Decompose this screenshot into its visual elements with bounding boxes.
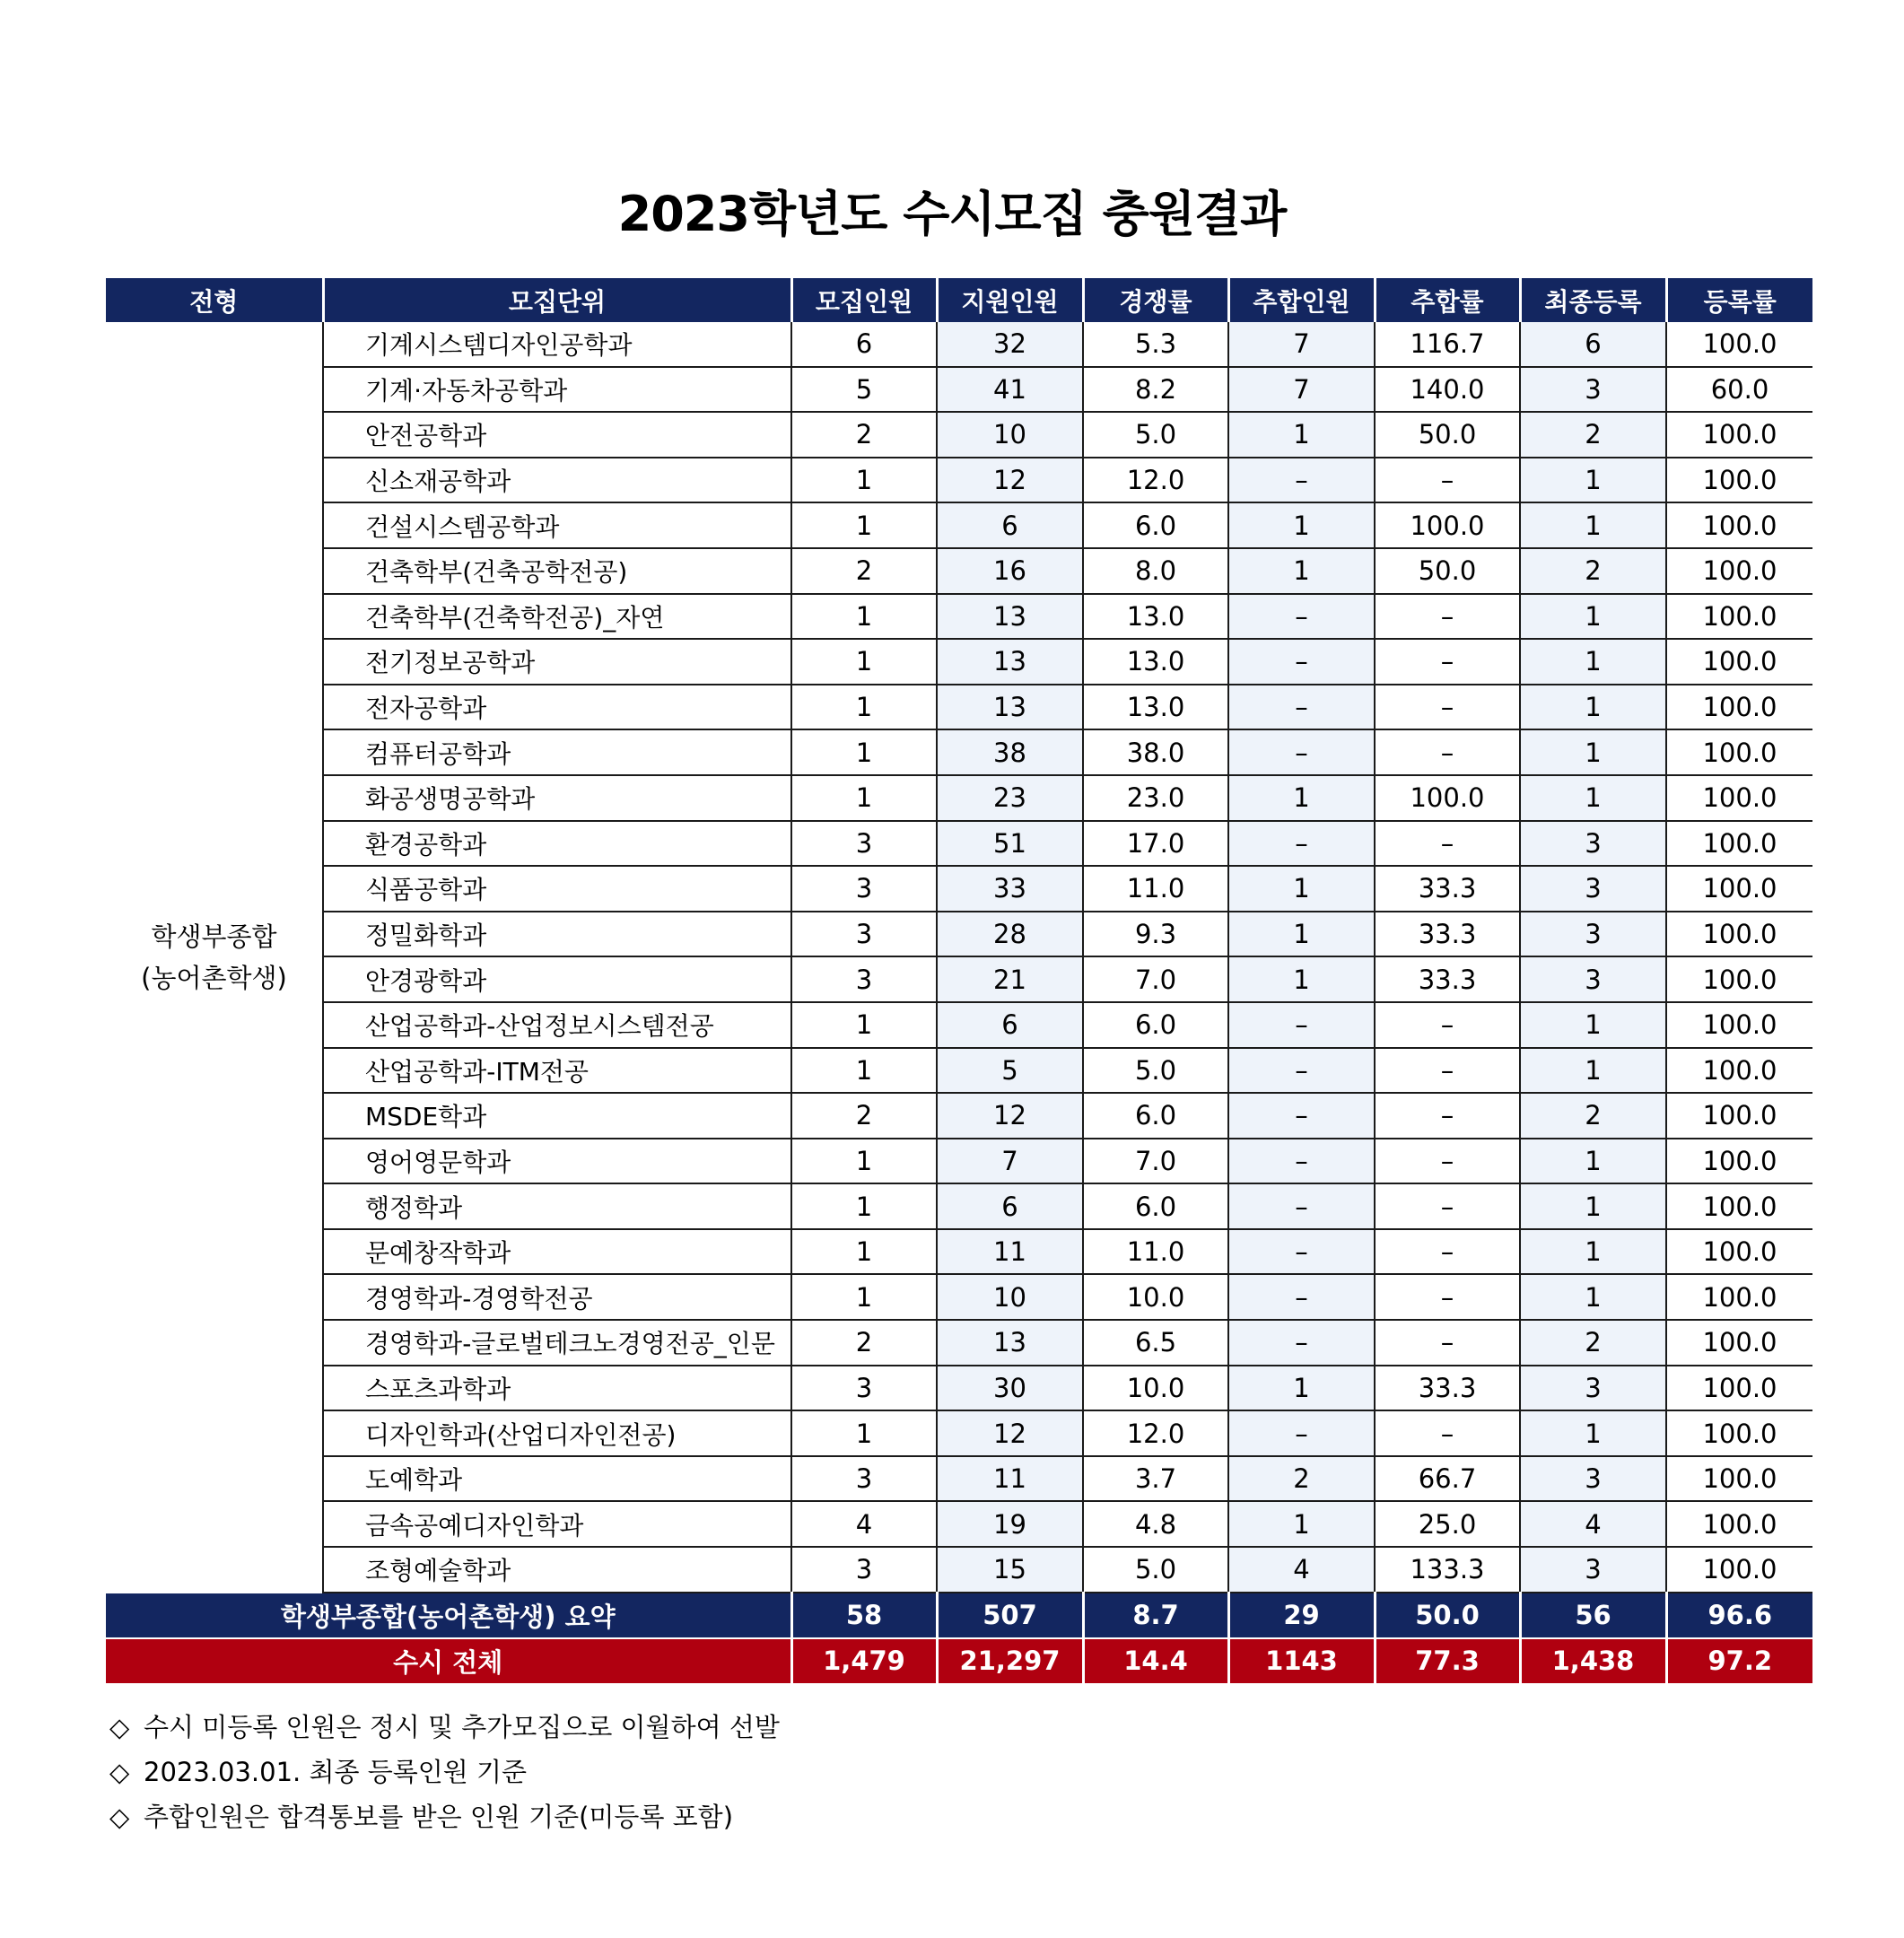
- department-name: 경영학과-글로벌테크노경영전공_인문: [323, 1320, 791, 1366]
- summary-cell: 58: [791, 1593, 937, 1638]
- table-cell: –: [1375, 1139, 1520, 1184]
- table-cell: 6: [937, 502, 1083, 548]
- table-cell: 12.0: [1083, 1410, 1228, 1456]
- table-cell: 6.0: [1083, 1183, 1228, 1229]
- table-cell: 7: [1228, 322, 1375, 367]
- table-cell: 13: [937, 594, 1083, 640]
- table-cell: –: [1228, 1410, 1375, 1456]
- table-cell: 11.0: [1083, 866, 1228, 912]
- table-cell: 10: [937, 412, 1083, 458]
- table-cell: 100.0: [1666, 1274, 1812, 1320]
- table-cell: –: [1375, 1274, 1520, 1320]
- summary-cell: 29: [1228, 1593, 1375, 1638]
- table-cell: –: [1228, 1274, 1375, 1320]
- table-row: [106, 729, 1812, 775]
- table-cell: 1: [1520, 594, 1666, 640]
- table-row: [106, 775, 1812, 821]
- table-cell: 1: [1228, 775, 1375, 821]
- department-name: 건축학부(건축학전공)_자연: [323, 594, 791, 640]
- table-row: [106, 821, 1812, 867]
- table-cell: 100.0: [1666, 1139, 1812, 1184]
- table-cell: –: [1228, 639, 1375, 685]
- table-cell: 1: [1520, 775, 1666, 821]
- table-cell: 3: [791, 1366, 937, 1411]
- table-cell: 1: [791, 685, 937, 730]
- table-cell: –: [1228, 1002, 1375, 1048]
- table-cell: 1: [1520, 1139, 1666, 1184]
- summary-cell: 56: [1520, 1593, 1666, 1638]
- table-cell: 6: [937, 1002, 1083, 1048]
- table-cell: 3: [1520, 912, 1666, 957]
- column-header: 모집단위: [323, 278, 791, 322]
- table-cell: 3: [1520, 1547, 1666, 1593]
- table-cell: 100.0: [1666, 775, 1812, 821]
- table-cell: 6.0: [1083, 1093, 1228, 1139]
- table-cell: 50.0: [1375, 548, 1520, 594]
- table-cell: 3: [1520, 1456, 1666, 1502]
- table-cell: –: [1228, 1183, 1375, 1229]
- table-cell: 21: [937, 956, 1083, 1002]
- track-cell: [106, 322, 323, 1593]
- table-cell: 100.0: [1666, 1002, 1812, 1048]
- table-cell: 1: [1520, 458, 1666, 503]
- note-text: 추합인원은 합격통보를 받은 인원 기준(미등록 포함): [144, 1802, 734, 1832]
- table-cell: 2: [1520, 412, 1666, 458]
- total-row: [106, 1638, 1812, 1683]
- page-title: 2023학년도 수시모집 충원결과: [617, 186, 1287, 242]
- table-cell: 1: [791, 1048, 937, 1094]
- table-cell: 4.8: [1083, 1501, 1228, 1547]
- table-cell: –: [1375, 1229, 1520, 1275]
- table-cell: –: [1375, 1002, 1520, 1048]
- table-row: [106, 1183, 1812, 1229]
- summary-label: 학생부종합(농어촌학생) 요약: [106, 1593, 791, 1638]
- table-cell: 5.0: [1083, 412, 1228, 458]
- table-cell: 6.0: [1083, 1002, 1228, 1048]
- table-cell: 2: [791, 1093, 937, 1139]
- table-cell: 100.0: [1666, 1547, 1812, 1593]
- track-label-line: (농어촌학생): [141, 962, 287, 993]
- department-name: 행정학과: [323, 1183, 791, 1229]
- table-cell: –: [1228, 594, 1375, 640]
- table-cell: 1: [791, 1002, 937, 1048]
- table-row: [106, 458, 1812, 503]
- summary-cell: 50.0: [1375, 1593, 1520, 1638]
- table-cell: 100.0: [1666, 502, 1812, 548]
- column-header: 지원인원: [937, 278, 1083, 322]
- table-cell: 6: [791, 322, 937, 367]
- table-cell: 13.0: [1083, 685, 1228, 730]
- table-cell: 1: [1228, 1501, 1375, 1547]
- table-cell: 6.0: [1083, 502, 1228, 548]
- table-cell: 33.3: [1375, 912, 1520, 957]
- table-cell: 100.0: [1666, 821, 1812, 867]
- column-header: 등록률: [1666, 278, 1812, 322]
- table-cell: 1: [1520, 1183, 1666, 1229]
- table-cell: 33.3: [1375, 956, 1520, 1002]
- table-cell: 1: [791, 1139, 937, 1184]
- table-cell: 7.0: [1083, 1139, 1228, 1184]
- header-row: [106, 278, 1812, 322]
- table-row: [106, 548, 1812, 594]
- table-cell: 1: [1520, 1229, 1666, 1275]
- table-cell: –: [1228, 1229, 1375, 1275]
- table-cell: 5.3: [1083, 322, 1228, 367]
- table-cell: 100.0: [1666, 1366, 1812, 1411]
- column-header: 추합률: [1375, 278, 1520, 322]
- table-cell: 3: [791, 1456, 937, 1502]
- table-cell: 1: [791, 1229, 937, 1275]
- total-label: 수시 전체: [106, 1638, 791, 1683]
- department-name: 산업공학과-산업정보시스템전공: [323, 1002, 791, 1048]
- table-cell: –: [1375, 821, 1520, 867]
- department-name: 화공생명공학과: [323, 775, 791, 821]
- table-cell: 5: [791, 367, 937, 413]
- table-cell: 32: [937, 322, 1083, 367]
- table-row: [106, 367, 1812, 413]
- table-row: [106, 594, 1812, 640]
- table-cell: 100.0: [1666, 956, 1812, 1002]
- table-cell: 16: [937, 548, 1083, 594]
- table-cell: 12: [937, 1410, 1083, 1456]
- table-row: [106, 322, 1812, 367]
- table-cell: 5.0: [1083, 1547, 1228, 1593]
- table-cell: 30: [937, 1366, 1083, 1411]
- table-cell: 1: [791, 458, 937, 503]
- table-cell: 3: [1520, 956, 1666, 1002]
- column-header: 추합인원: [1228, 278, 1375, 322]
- table-cell: 100.0: [1666, 322, 1812, 367]
- table-cell: 1: [1228, 956, 1375, 1002]
- table-cell: –: [1375, 1410, 1520, 1456]
- table-cell: 23: [937, 775, 1083, 821]
- table-cell: –: [1228, 1048, 1375, 1094]
- table-cell: 3: [1520, 866, 1666, 912]
- department-name: 안전공학과: [323, 412, 791, 458]
- table-cell: 100.0: [1666, 866, 1812, 912]
- table-cell: 1: [791, 639, 937, 685]
- diamond-icon: ◇: [109, 1802, 130, 1832]
- department-name: 도예학과: [323, 1456, 791, 1502]
- table-cell: –: [1375, 685, 1520, 730]
- column-header: 경쟁률: [1083, 278, 1228, 322]
- table-cell: 3: [1520, 821, 1666, 867]
- table-cell: 11: [937, 1229, 1083, 1275]
- table-cell: 7.0: [1083, 956, 1228, 1002]
- note-text: 2023.03.01. 최종 등록인원 기준: [144, 1757, 528, 1787]
- note-item: [109, 1750, 780, 1794]
- table-cell: 19: [937, 1501, 1083, 1547]
- table-row: [106, 866, 1812, 912]
- table-cell: –: [1228, 729, 1375, 775]
- department-name: 문예창작학과: [323, 1229, 791, 1275]
- department-name: 산업공학과-ITM전공: [323, 1048, 791, 1094]
- table-cell: 13.0: [1083, 639, 1228, 685]
- table-cell: 10.0: [1083, 1366, 1228, 1411]
- department-name: 금속공예디자인학과: [323, 1501, 791, 1547]
- table-cell: 3: [1520, 1366, 1666, 1411]
- table-cell: 1: [791, 729, 937, 775]
- summary-cell: 96.6: [1666, 1593, 1812, 1638]
- table-row: [106, 912, 1812, 957]
- department-name: 환경공학과: [323, 821, 791, 867]
- table-cell: 3: [791, 866, 937, 912]
- table-cell: 51: [937, 821, 1083, 867]
- total-cell: 1143: [1228, 1638, 1375, 1683]
- table-cell: 100.0: [1375, 502, 1520, 548]
- table-cell: –: [1375, 639, 1520, 685]
- department-name: 스포츠과학과: [323, 1366, 791, 1411]
- table-cell: 1: [1520, 639, 1666, 685]
- table-cell: 100.0: [1666, 412, 1812, 458]
- table-cell: 1: [1520, 685, 1666, 730]
- table-cell: 140.0: [1375, 367, 1520, 413]
- table-cell: 1: [791, 1274, 937, 1320]
- results-table: [106, 278, 1812, 1683]
- diamond-icon: ◇: [109, 1757, 130, 1787]
- table-cell: 1: [1228, 1366, 1375, 1411]
- table-cell: 116.7: [1375, 322, 1520, 367]
- table-row: [106, 502, 1812, 548]
- table-cell: 1: [1520, 1002, 1666, 1048]
- table-row: [106, 956, 1812, 1002]
- table-cell: 3: [1520, 367, 1666, 413]
- table-cell: –: [1228, 1320, 1375, 1366]
- table-cell: 1: [1520, 1274, 1666, 1320]
- summary-cell: 8.7: [1083, 1593, 1228, 1638]
- table-cell: 4: [1520, 1501, 1666, 1547]
- total-cell: 77.3: [1375, 1638, 1520, 1683]
- table-cell: 12: [937, 458, 1083, 503]
- total-cell: 14.4: [1083, 1638, 1228, 1683]
- table-cell: –: [1375, 458, 1520, 503]
- table-cell: 2: [1228, 1456, 1375, 1502]
- table-cell: 4: [1228, 1547, 1375, 1593]
- table-cell: 6: [937, 1183, 1083, 1229]
- table-cell: 100.0: [1666, 1093, 1812, 1139]
- table-row: [106, 1320, 1812, 1366]
- department-name: MSDE학과: [323, 1093, 791, 1139]
- table-cell: 11.0: [1083, 1229, 1228, 1275]
- table-cell: 38.0: [1083, 729, 1228, 775]
- table-cell: 23.0: [1083, 775, 1228, 821]
- table-row: [106, 1048, 1812, 1094]
- department-name: 신소재공학과: [323, 458, 791, 503]
- table-cell: 9.3: [1083, 912, 1228, 957]
- table-row: [106, 1456, 1812, 1502]
- table-cell: 2: [791, 548, 937, 594]
- table-cell: 3: [791, 1547, 937, 1593]
- table-cell: 1: [1520, 1048, 1666, 1094]
- department-name: 식품공학과: [323, 866, 791, 912]
- table-cell: 133.3: [1375, 1547, 1520, 1593]
- table-cell: 1: [1520, 502, 1666, 548]
- department-name: 기계·자동차공학과: [323, 367, 791, 413]
- table-cell: 60.0: [1666, 367, 1812, 413]
- table-row: [106, 1366, 1812, 1411]
- table-cell: 6.5: [1083, 1320, 1228, 1366]
- table-cell: –: [1375, 594, 1520, 640]
- table-cell: –: [1228, 1139, 1375, 1184]
- table-row: [106, 639, 1812, 685]
- total-cell: 1,438: [1520, 1638, 1666, 1683]
- table-cell: –: [1375, 1320, 1520, 1366]
- table-cell: 4: [791, 1501, 937, 1547]
- department-name: 전기정보공학과: [323, 639, 791, 685]
- table-cell: –: [1228, 821, 1375, 867]
- table-cell: 12: [937, 1093, 1083, 1139]
- table-cell: 2: [791, 1320, 937, 1366]
- note-item: [109, 1705, 780, 1750]
- table-cell: 1: [791, 594, 937, 640]
- table-cell: 2: [1520, 1320, 1666, 1366]
- table-cell: 3: [791, 912, 937, 957]
- table-cell: 1: [1228, 548, 1375, 594]
- note-text: 수시 미등록 인원은 정시 및 추가모집으로 이월하여 선발: [144, 1712, 780, 1742]
- table-cell: 7: [1228, 367, 1375, 413]
- table-cell: 13: [937, 639, 1083, 685]
- table-cell: 41: [937, 367, 1083, 413]
- total-cell: 97.2: [1666, 1638, 1812, 1683]
- table-cell: 13: [937, 1320, 1083, 1366]
- table-cell: 1: [791, 1183, 937, 1229]
- table-cell: 28: [937, 912, 1083, 957]
- table-cell: 100.0: [1666, 1048, 1812, 1094]
- table-cell: 12.0: [1083, 458, 1228, 503]
- table-cell: 100.0: [1666, 639, 1812, 685]
- summary-cell: 507: [937, 1593, 1083, 1638]
- total-cell: 21,297: [937, 1638, 1083, 1683]
- table-cell: –: [1228, 1093, 1375, 1139]
- table-row: [106, 1274, 1812, 1320]
- diamond-icon: ◇: [109, 1712, 130, 1742]
- table-cell: 10.0: [1083, 1274, 1228, 1320]
- table-cell: 5: [937, 1048, 1083, 1094]
- table-cell: 3: [791, 956, 937, 1002]
- department-name: 안경광학과: [323, 956, 791, 1002]
- department-name: 건축학부(건축공학전공): [323, 548, 791, 594]
- table-cell: 100.0: [1666, 1501, 1812, 1547]
- table-cell: 1: [791, 502, 937, 548]
- table-cell: 11: [937, 1456, 1083, 1502]
- table-cell: 2: [791, 412, 937, 458]
- table-row: [106, 1410, 1812, 1456]
- table-cell: 15: [937, 1547, 1083, 1593]
- table-cell: –: [1375, 1183, 1520, 1229]
- table-cell: 13: [937, 685, 1083, 730]
- total-cell: 1,479: [791, 1638, 937, 1683]
- table-cell: –: [1375, 1048, 1520, 1094]
- department-name: 영어영문학과: [323, 1139, 791, 1184]
- table-cell: 1: [791, 1410, 937, 1456]
- table-cell: 1: [1228, 912, 1375, 957]
- table-cell: 10: [937, 1274, 1083, 1320]
- table-cell: 2: [1520, 548, 1666, 594]
- table-cell: –: [1375, 729, 1520, 775]
- table-cell: 1: [1228, 412, 1375, 458]
- table-cell: 100.0: [1666, 912, 1812, 957]
- table-cell: 33.3: [1375, 1366, 1520, 1411]
- department-name: 경영학과-경영학전공: [323, 1274, 791, 1320]
- department-name: 정밀화학과: [323, 912, 791, 957]
- column-header: 모집인원: [791, 278, 937, 322]
- table-cell: 6: [1520, 322, 1666, 367]
- table-cell: 100.0: [1666, 1229, 1812, 1275]
- department-name: 컴퓨터공학과: [323, 729, 791, 775]
- summary-row: [106, 1593, 1812, 1638]
- table-cell: 100.0: [1666, 729, 1812, 775]
- table-cell: 3.7: [1083, 1456, 1228, 1502]
- table-cell: 3: [791, 821, 937, 867]
- table-cell: 33: [937, 866, 1083, 912]
- column-header: 전형: [106, 278, 323, 322]
- table-cell: 1: [1520, 1410, 1666, 1456]
- table-cell: –: [1375, 1093, 1520, 1139]
- table-cell: –: [1228, 458, 1375, 503]
- table-cell: 100.0: [1666, 458, 1812, 503]
- table-cell: –: [1228, 685, 1375, 730]
- table-row: [106, 685, 1812, 730]
- table-cell: 1: [1228, 866, 1375, 912]
- notes: [109, 1705, 780, 1839]
- table-cell: 100.0: [1375, 775, 1520, 821]
- table-cell: 100.0: [1666, 685, 1812, 730]
- table-cell: 8.2: [1083, 367, 1228, 413]
- note-item: [109, 1794, 780, 1839]
- table-cell: 100.0: [1666, 1410, 1812, 1456]
- table-cell: 1: [791, 775, 937, 821]
- department-name: 전자공학과: [323, 685, 791, 730]
- table-cell: 17.0: [1083, 821, 1228, 867]
- department-name: 조형예술학과: [323, 1547, 791, 1593]
- table-row: [106, 1501, 1812, 1547]
- department-name: 건설시스템공학과: [323, 502, 791, 548]
- table-cell: 7: [937, 1139, 1083, 1184]
- table-cell: 1: [1520, 729, 1666, 775]
- table-cell: 100.0: [1666, 1183, 1812, 1229]
- table-cell: 100.0: [1666, 594, 1812, 640]
- table-row: [106, 1139, 1812, 1184]
- table-row: [106, 412, 1812, 458]
- table-cell: 100.0: [1666, 1456, 1812, 1502]
- table-cell: 100.0: [1666, 1320, 1812, 1366]
- column-header: 최종등록: [1520, 278, 1666, 322]
- table-row: [106, 1547, 1812, 1593]
- table-cell: 33.3: [1375, 866, 1520, 912]
- table-row: [106, 1002, 1812, 1048]
- department-name: 디자인학과(산업디자인전공): [323, 1410, 791, 1456]
- table-cell: 1: [1228, 502, 1375, 548]
- department-name: 기계시스템디자인공학과: [323, 322, 791, 367]
- table-cell: 50.0: [1375, 412, 1520, 458]
- table-cell: 2: [1520, 1093, 1666, 1139]
- table-cell: 66.7: [1375, 1456, 1520, 1502]
- table-cell: 8.0: [1083, 548, 1228, 594]
- table-cell: 13.0: [1083, 594, 1228, 640]
- table-cell: 25.0: [1375, 1501, 1520, 1547]
- table-cell: 100.0: [1666, 548, 1812, 594]
- table-row: [106, 1229, 1812, 1275]
- table-row: [106, 1093, 1812, 1139]
- table-cell: 38: [937, 729, 1083, 775]
- table-cell: 5.0: [1083, 1048, 1228, 1094]
- track-label-line: 학생부종합: [151, 921, 277, 952]
